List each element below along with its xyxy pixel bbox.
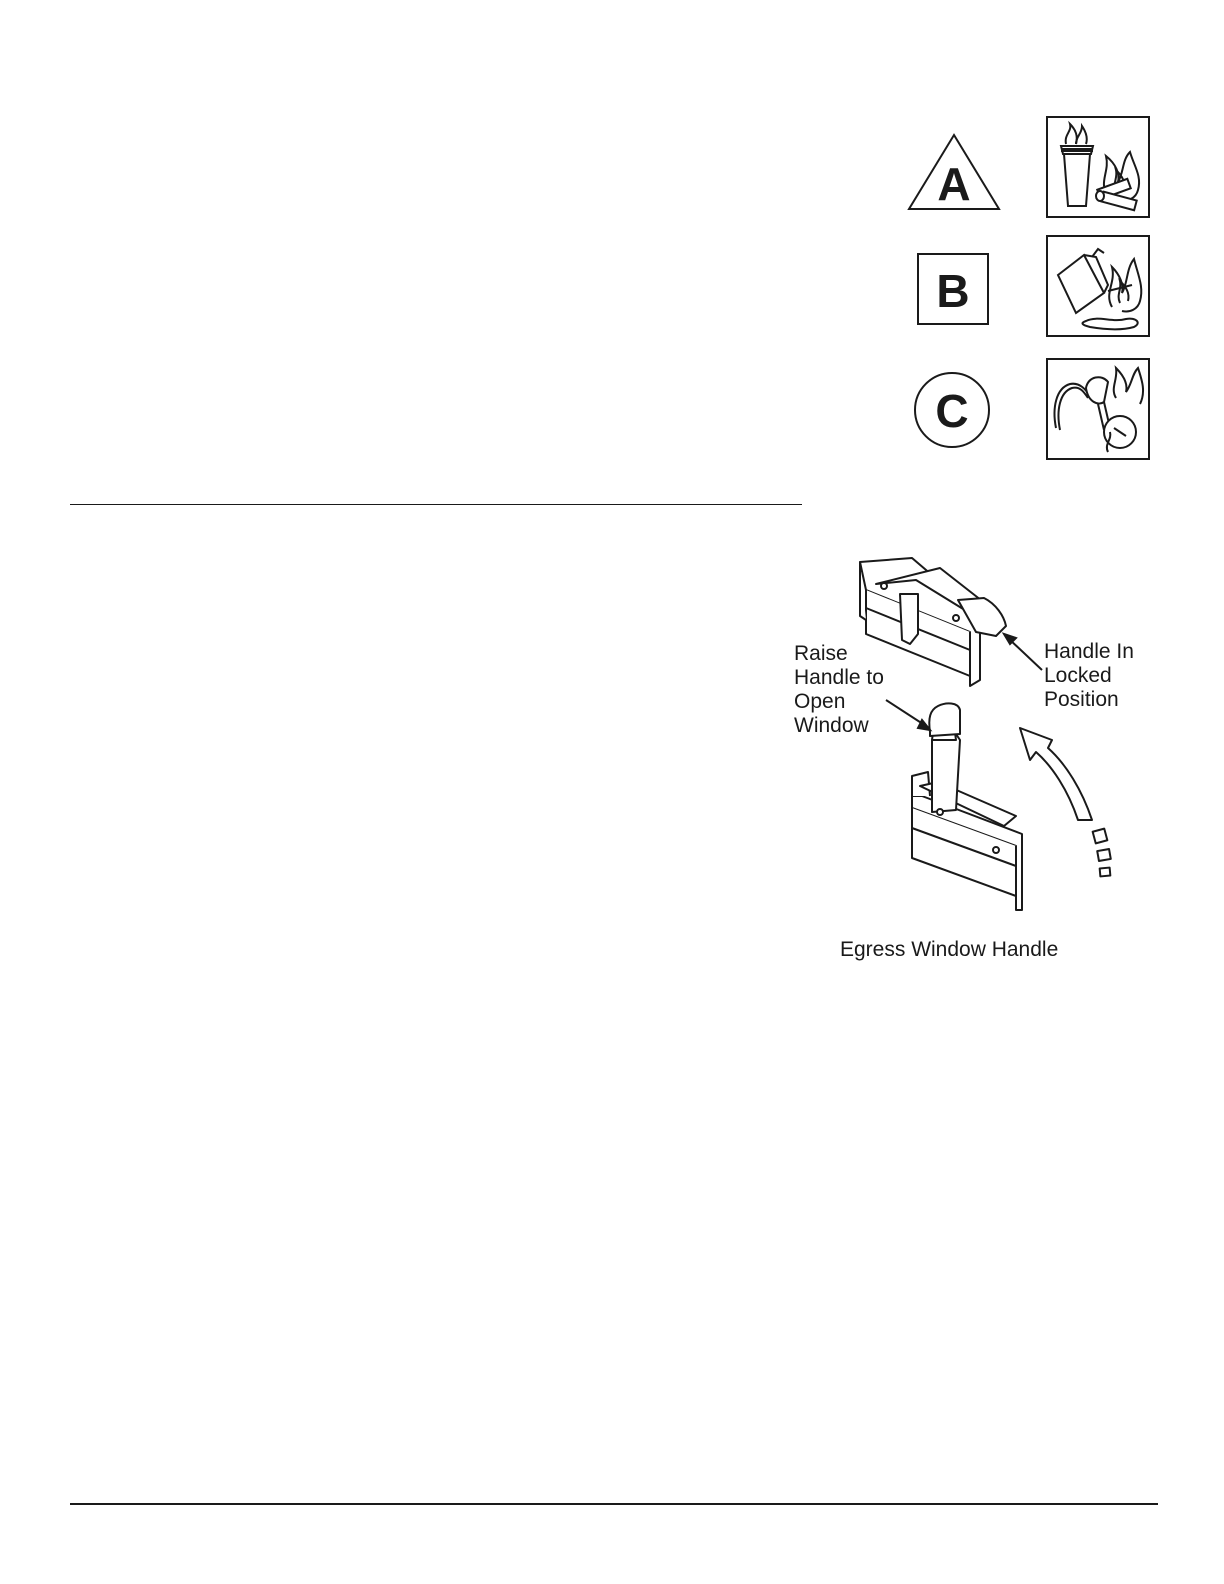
trash-can-fire-icon [1046, 116, 1150, 218]
class-a-triangle-shape [904, 130, 1004, 214]
fuel-can-fire-icon [1046, 235, 1150, 337]
class-a-triangle-symbol [904, 130, 1004, 214]
egress-figure-caption: Egress Window Handle [840, 938, 1059, 961]
class-c-circle-symbol [912, 370, 992, 450]
class-c-circle-shape [912, 370, 992, 450]
page-footer-rule [70, 1503, 1158, 1505]
locked-position-label: Handle In Locked Position [1044, 640, 1134, 711]
class-a-letter: A [937, 158, 971, 210]
class-b-letter: B [936, 265, 970, 317]
raise-handle-label: Raise Handle to Open Window [794, 642, 884, 737]
electrical-plug-fire-icon [1046, 358, 1150, 460]
section-divider [70, 504, 802, 505]
class-c-letter: C [935, 385, 969, 437]
class-b-square-symbol [916, 252, 990, 326]
class-b-square-shape [916, 252, 990, 326]
